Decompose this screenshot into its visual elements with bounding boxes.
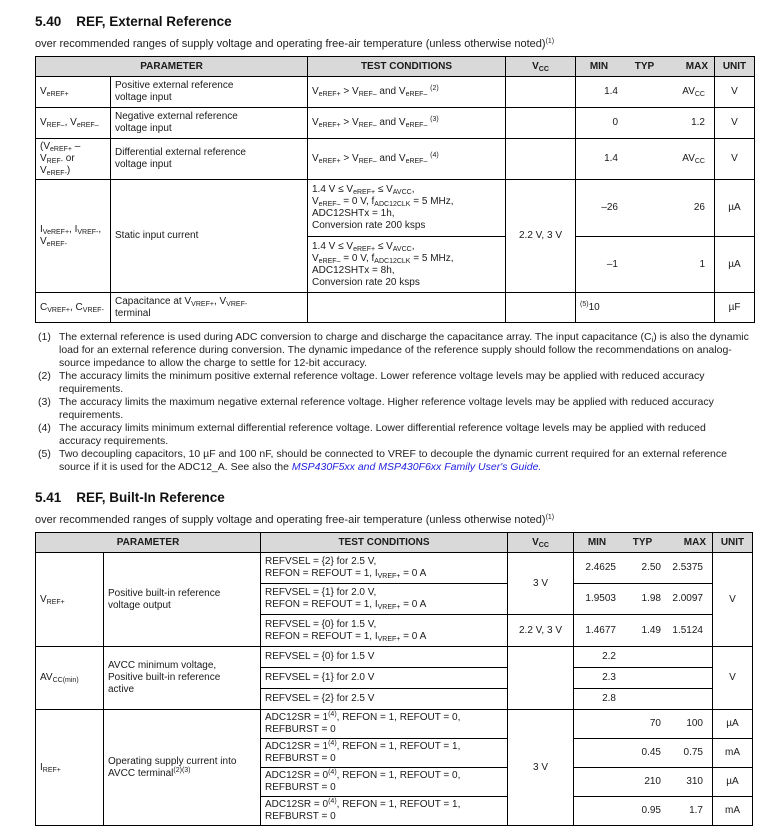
value-max: 26 [693,202,705,213]
cell-cond [308,293,506,323]
value-min: 2.2 [602,651,616,662]
cell-sym: $V_{REF-}$, $V_{eREF-}$ [36,108,111,139]
cell-cond: $V_{eREF+} > V_{REF-}$ and $V_{eREF-}$ $^{(3)}$ [308,108,506,139]
value-min: 1.4 [604,153,618,164]
cell-min-typ-max [574,668,713,689]
cell-unit: µF [715,293,755,323]
footnote-number: (5) [38,448,51,460]
cell-vcc: 3 V [508,553,574,615]
cell-min-typ-max [574,739,713,768]
value-max: 1.2 [691,117,705,128]
section-heading-text: REF, Built-In Reference [76,490,225,505]
footnote [38,448,750,474]
cell-unit: µA [713,710,753,739]
cell-vcc [506,293,576,323]
cell-unit: V [715,139,755,180]
cell-vcc: 3 V [508,710,574,826]
builtin-reference-table [35,532,753,826]
header-parameter: PARAMETER [36,533,261,553]
table-row [36,139,755,180]
value-min: –26 [601,202,618,213]
cell-unit: µA [715,237,755,293]
cell-unit: µA [713,768,753,797]
cell-sym: ($V_{eREF+}$ – $V_{REF-}$ or $V_{eREF-}$) [36,139,111,180]
footnote [38,370,750,396]
value-min: 0 [612,117,618,128]
footnote [38,422,750,448]
value-typ: 2.50 [641,562,661,573]
cell-sym: $C_{VREF+}$, $C_{VREF-}$ [36,293,111,323]
cell-vcc [506,139,576,180]
cell-unit: mA [713,797,753,826]
value-max: 1.7 [689,805,703,816]
value-min: 2.8 [602,693,616,704]
header-v-cc-: $V_{CC}$ [508,533,574,553]
section-title-external-reference [35,14,773,29]
cell-desc: Positive built-in reference voltage output [104,553,261,647]
cell-sym: $V_{REF+}$ [36,553,104,647]
header-max: MAX [685,60,708,72]
external-reference-table [35,56,755,323]
cell-min-typ-max [574,710,713,739]
cell-vcc: 2.2 V, 3 V [508,615,574,647]
table-row [36,710,753,739]
section-number: 5.40 [35,14,62,29]
footnote-number: (1) [38,331,51,343]
cell-min-typ-max [574,584,713,615]
header-min: MIN [589,60,609,72]
cell-desc: Positive external reference voltage input [111,77,308,108]
cell-min-typ-max [574,647,713,668]
cell-min-typ-max [574,615,713,647]
cell-mtm-left: $^{(5)}$10 [576,293,715,323]
cell-min-typ-max [576,77,715,108]
header-test-conditions: TEST CONDITIONS [308,57,506,77]
cell-min-typ-max [576,139,715,180]
cell-min-typ-max [574,689,713,710]
value-max: 310 [686,776,703,787]
footnote [38,331,750,370]
section-subtitle: over recommended ranges of supply voltage and operating free-air temperature (unless otherwise noted)$^{(1)}$ [35,514,555,526]
value-min: 1.4 [604,86,618,97]
cell-sym: $I_{VeREF+}$, $I_{VREF-}$, $V_{eREF-}$ [36,180,111,293]
cell-desc: Operating supply current into AVCC terminal$^{(2)(3)}$ [104,710,261,826]
cell-desc: AVCC minimum voltage, Positive built-in reference active [104,647,261,710]
cell-unit: V [715,77,755,108]
value-max: $AV_{CC}$ [682,86,705,98]
footnote-number: (4) [38,422,51,434]
footnote-text: The external reference is used during ADC conversion to charge and discharge the capacitance array. The input capacitance $(C_i)$ is also the dynamic load for an external reference during conversion. The dynamic impedance of the reference supply should follow the recommendations on analog-source impedance to allow the charge to settle for 12-bit accuracy. [59,331,749,369]
table-row [36,77,755,108]
cell-cond: $ADC12SR = 1^{(4)}$, REFON = 1, REFOUT = 0, REFBURST = 0 [261,710,508,739]
value-min: –1 [606,258,618,270]
table-row [36,553,753,584]
cell-cond: REFVSEL = {0} for 1.5 V, REFON = REFOUT = 1, $I_{VREF+} = 0$ A [261,615,508,647]
value-typ: 70 [649,718,661,729]
header-v-cc-: $V_{CC}$ [506,57,576,77]
cell-cond: $ADC12SR = 1^{(4)}$, REFON = 1, REFOUT = 1, REFBURST = 0 [261,739,508,768]
cell-vcc: 2.2 V, 3 V [506,180,576,293]
footnote-text: The accuracy limits the maximum negative external reference voltage. Higher reference voltage levels may be applied with reduced accuracy requirements. [59,396,714,421]
value-max: 1.5124 [672,624,703,636]
cell-unit: V [715,108,755,139]
value-typ: 1.49 [641,624,661,636]
cell-unit: V [713,647,753,710]
cell-unit: V [713,553,753,647]
table-row [36,647,753,668]
header-min-typ-max [576,57,715,77]
section-heading-text: REF, External Reference [76,14,232,29]
cell-vcc [506,77,576,108]
footnotes-list [38,331,750,474]
cell-desc: Static input current [111,180,308,293]
value-typ: 210 [644,776,661,787]
user-guide-link[interactable]: MSP430F5xx and MSP430F6xx Family User's Guide. [291,461,542,473]
table-row [36,108,755,139]
section-number: 5.41 [35,490,62,505]
value-typ: 0.95 [641,805,661,816]
table-header-row [36,533,753,553]
value-max: $AV_{CC}$ [682,153,705,165]
cell-min-typ-max [576,237,715,293]
header-typ: TYP [632,536,653,548]
footnote-text: The accuracy limits the minimum positive external reference voltage. Lower reference voltage levels may be applied with reduced accuracy requirements. [59,370,705,395]
cell-cond: $ADC12SR = 0^{(4)}$, REFON = 1, REFOUT = 0, REFBURST = 0 [261,768,508,797]
table-header-row [36,57,755,77]
footnote-text: Two decoupling capacitors, 10 µF and 100 nF, should be connected to VREF to decouple the dynamic current required for an external reference source if it is used for the ADC12_A. See also the MSP430F5xx and MSP430F6xx Family User's Guide. [59,448,727,473]
header-typ: TYP [634,60,655,72]
cell-cond: 1.4 $V \le V_{eREF+} \le V_{AVCC}$, $V_{eREF-} = 0$ V, $f_{ADC12CLK} = 5$ MHz, ADC12SHTx = 8h, Conversion rate 20 ksps [308,237,506,293]
section-title-builtin-reference [35,490,773,505]
footnote-number: (2) [38,370,51,382]
cell-min-typ-max [574,553,713,584]
cell-min-typ-max [576,108,715,139]
cell-cond: $ADC12SR = 0^{(4)}$, REFON = 1, REFOUT = 1, REFBURST = 0 [261,797,508,826]
value-max: 1 [699,258,705,270]
cell-desc: Capacitance at $V_{VREF+}$, $V_{VREF-}$ terminal [111,293,308,323]
value-typ: 0.45 [641,747,661,758]
cell-unit: µA [715,180,755,237]
cell-cond: REFVSEL = {0} for 1.5 V [261,647,508,668]
cell-cond: $V_{eREF+} > V_{REF-}$ and $V_{eREF-}$ $^{(2)}$ [308,77,506,108]
value-max: 100 [686,718,703,729]
cell-sym: $AV_{CC(min)}$ [36,647,104,710]
cell-cond: REFVSEL = {2} for 2.5 V, REFON = REFOUT = 1, $I_{VREF+} = 0$ A [261,553,508,584]
value-max: 0.75 [683,747,703,758]
value-max: 2.5375 [672,562,703,573]
cell-desc: Differential external reference voltage input [111,139,308,180]
value-max: 2.0097 [672,593,703,604]
cell-min-typ-max [576,180,715,237]
cell-unit: mA [713,739,753,768]
cell-cond: 1.4 $V \le V_{eREF+} \le V_{AVCC}$, $V_{eREF-} = 0$ V, $f_{ADC12CLK} = 5$ MHz, ADC12SHTx = 1h, Conversion rate 200 ksps [308,180,506,237]
cell-cond: REFVSEL = {1} for 2.0 V [261,668,508,689]
cell-sym: $V_{eREF+}$ [36,77,111,108]
cell-sym: $I_{REF+}$ [36,710,104,826]
header-parameter: PARAMETER [36,57,308,77]
cell-min-typ-max [574,797,713,826]
table-row [36,180,755,237]
footnote-number: (3) [38,396,51,408]
section-subtitle: over recommended ranges of supply voltage and operating free-air temperature (unless otherwise noted)$^{(1)}$ [35,38,555,50]
header-min: MIN [587,536,607,548]
cell-cond: REFVSEL = {2} for 2.5 V [261,689,508,710]
footnote-text: The accuracy limits minimum external differential reference voltage. Lower differential reference voltage levels may be applied with reduced accuracy requirements. [59,422,706,447]
cell-cond: $V_{eREF+} > V_{REF-}$ and $V_{eREF-}$ $^{(4)}$ [308,139,506,180]
cell-vcc [506,108,576,139]
value-min: 1.9503 [585,593,616,604]
footnote [38,396,750,422]
cell-cond: REFVSEL = {1} for 2.0 V, REFON = REFOUT = 1, $I_{VREF+} = 0$ A [261,584,508,615]
cell-min-typ-max [574,768,713,797]
header-unit: UNIT [713,533,753,553]
header-min-typ-max [574,533,713,553]
value-min: 1.4677 [585,624,616,636]
value-min: 2.3 [602,672,616,683]
value-min: 2.4625 [585,562,616,573]
cell-vcc [508,647,574,710]
header-max: MAX [683,536,706,548]
header-unit: UNIT [715,57,755,77]
table-row [36,293,755,323]
header-test-conditions: TEST CONDITIONS [261,533,508,553]
cell-desc: Negative external reference voltage input [111,108,308,139]
value-typ: 1.98 [641,593,661,604]
